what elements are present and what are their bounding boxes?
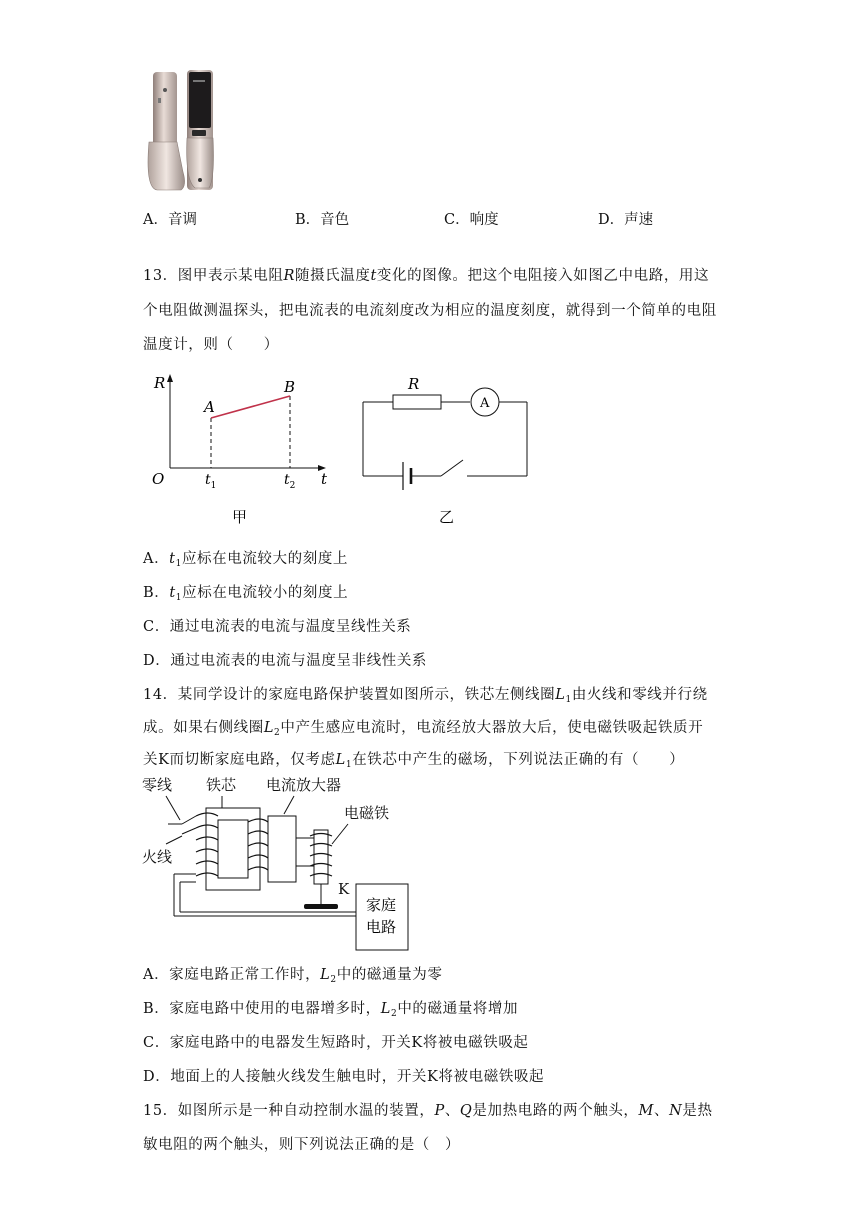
q14-option-b: B．家庭电路中使用的电器增多时，$L_2$中的磁通量将增加 — [143, 1001, 519, 1019]
t1-label: $t_1$ — [205, 472, 217, 491]
q14-protection-diagram — [138, 770, 428, 956]
x-axis-label: t — [321, 470, 328, 488]
q13-option-d: D．通过电流表的电流与温度呈非线性关系 — [143, 653, 428, 669]
q12-option-a: A．音调 — [143, 212, 197, 228]
r-t-line — [211, 396, 290, 418]
amplifier-label: 电流放大器 — [266, 776, 342, 794]
q13-stem-line-1: 13．图甲表示某电阻R随摄氏温度t变化的图像。把这个电阻接入如图乙中电路，用这 — [143, 268, 710, 284]
q13-graph-jia — [140, 368, 340, 528]
q12-option-b: B．音色 — [295, 212, 350, 228]
coil-l2 — [248, 819, 268, 870]
door-lock-photo — [143, 68, 223, 196]
ammeter-label: A — [480, 396, 490, 411]
q14-stem-line-2: 成。如果右侧线圈$L_2$中产生感应电流时，电流经放大器放大后，使电磁铁吸起铁质开 — [143, 720, 704, 738]
q15-stem-line-2: 敏电阻的两个触头，则下列说法正确的是（ ） — [143, 1137, 461, 1153]
home-circuit-label-1: 家庭 — [366, 896, 397, 914]
coil-l1 — [196, 813, 218, 876]
q13-option-b: B．$t_1$应标在电流较小的刻度上 — [143, 585, 349, 603]
live-wire-label: 火线 — [142, 848, 173, 866]
point-b-label: B — [284, 378, 296, 396]
home-circuit-box — [356, 884, 408, 950]
q13-stem-line-2: 个电阻做测温探头，把电流表的电流刻度改为相应的温度刻度，就得到一个简单的电阻 — [143, 303, 717, 319]
resistor-symbol — [393, 395, 441, 409]
q12-option-d: D．声速 — [598, 212, 654, 228]
q14-option-c: C．家庭电路中的电器发生短路时，开关K将被电磁铁吸起 — [143, 1035, 529, 1051]
q14-option-a: A．家庭电路正常工作时，$L_2$中的磁通量为零 — [143, 967, 443, 985]
t2-label: $t_2$ — [284, 472, 296, 491]
electromagnet-label: 电磁铁 — [344, 804, 390, 822]
q13-circuit-yi — [355, 372, 540, 528]
circuit-caption: 乙 — [439, 508, 455, 526]
switch-symbol — [441, 460, 463, 476]
q13-option-a: A．$t_1$应标在电流较大的刻度上 — [143, 551, 349, 569]
q13-stem-line-3: 温度计，则（ ） — [143, 337, 279, 353]
switch-k-label: K — [338, 880, 350, 898]
amplifier-box — [268, 816, 296, 882]
q13-option-c: C．通过电流表的电流与温度呈线性关系 — [143, 619, 412, 635]
resistor-label: R — [408, 375, 420, 393]
origin-label: O — [152, 470, 165, 488]
neutral-wire-label: 零线 — [142, 776, 173, 794]
q14-option-d: D．地面上的人接触火线发生触电时，开关K将被电磁铁吸起 — [143, 1069, 545, 1085]
switch-k — [304, 904, 338, 909]
iron-core-label: 铁芯 — [206, 776, 237, 794]
point-a-label: A — [204, 398, 215, 416]
home-circuit-label-2: 电路 — [366, 918, 397, 936]
q14-stem-line-3: 关K而切断家庭电路，仅考虑$L_1$在铁芯中产生的磁场，下列说法正确的有（ ） — [143, 752, 685, 770]
q14-stem-line-1: 14．某同学设计的家庭电路保护装置如图所示，铁芯左侧线圈$L_1$由火线和零线并行绕 — [143, 687, 708, 705]
electromagnet-core — [314, 830, 328, 884]
q12-option-c: C．响度 — [444, 212, 499, 228]
y-axis-label: R — [154, 374, 166, 392]
graph-caption: 甲 — [232, 508, 248, 526]
q15-stem-line-1: 15．如图所示是一种自动控制水温的装置，P、Q是加热电路的两个触头，M、N是热 — [143, 1103, 713, 1119]
